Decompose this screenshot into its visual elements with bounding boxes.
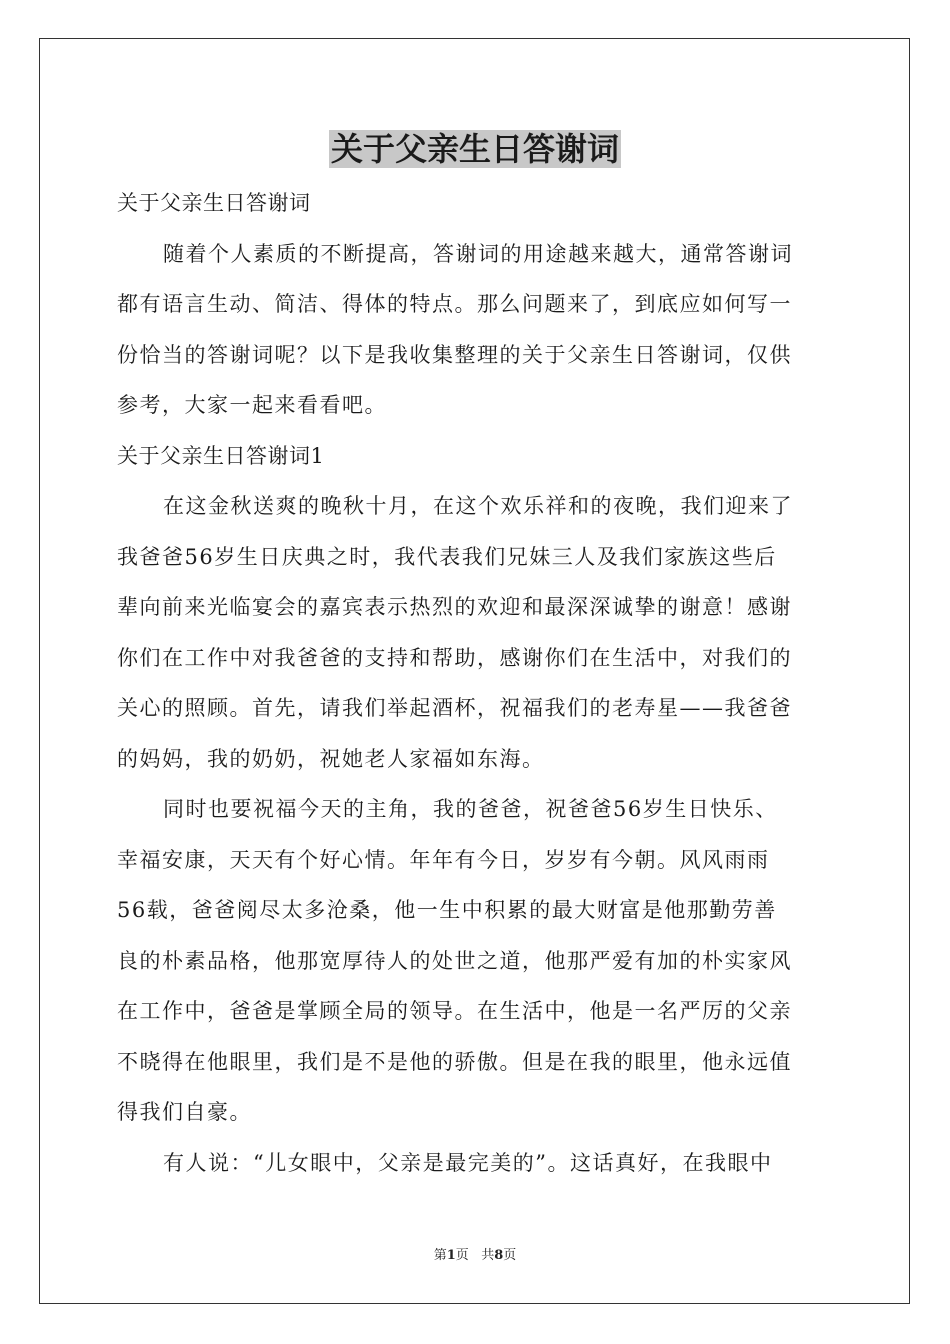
paragraph-line: 在工作中，爸爸是掌顾全局的领导。在生活中，他是一名严厉的父亲 [117, 999, 792, 1023]
paragraph-line: 参考，大家一起来看看吧。 [117, 393, 387, 417]
paragraph-line: 不晓得在他眼里，我们是不是他的骄傲。但是在我的眼里，他永远值 [117, 1049, 792, 1074]
paragraph-line: 同时也要祝福今天的主角，我的爸爸，祝爸爸56岁生日快乐、 [163, 797, 778, 821]
document-body [117, 178, 833, 1188]
paragraph-line: 我爸爸56岁生日庆典之时，我代表我们兄妹三人及我们家族这些后 [117, 544, 777, 569]
paragraph-line: 得我们自豪。 [117, 1100, 252, 1124]
paragraph-line: 幸福安康，天天有个好心情。年年有今日，岁岁有今朝。风风雨雨 [117, 847, 770, 872]
paragraph-line: 随着个人素质的不断提高，答谢词的用途越来越大，通常答谢词 [163, 241, 793, 266]
footer-total-suffix: 页 [503, 1248, 517, 1263]
total-page-count: 8 [494, 1248, 504, 1263]
paragraph-line: 56载，爸爸阅尽太多沧桑，他一生中积累的最大财富是他那勤劳善 [117, 898, 777, 922]
paragraph-line: 良的朴素品格，他那宽厚待人的处世之道，他那严爱有加的朴实家风 [117, 948, 792, 973]
paragraph-line: 你们在工作中对我爸爸的支持和帮助，感谢你们在生活中，对我们的 [117, 645, 792, 670]
paragraph-line: 在这金秋送爽的晚秋十月，在这个欢乐祥和的夜晚，我们迎来了 [163, 494, 793, 518]
footer-prefix: 第 [433, 1248, 447, 1263]
paragraph-line: 都有语言生动、简洁、得体的特点。那么问题来了，到底应如何写一 [117, 292, 792, 316]
paragraph-line: 关心的照顾。首先，请我们举起酒杯，祝福我们的老寿星——我爸爸 [117, 696, 792, 720]
paragraph-line: 有人说：“儿女眼中，父亲是最完美的”。这话真好，在我眼中 [163, 1150, 773, 1175]
current-page-number: 1 [446, 1248, 456, 1263]
paragraph-line: 辈向前来光临宴会的嘉宾表示热烈的欢迎和最深深诚挚的谢意！感谢 [117, 595, 792, 619]
document-title [0, 126, 950, 172]
paragraph-line: 的妈妈，我的奶奶，祝她老人家福如东海。 [117, 746, 545, 771]
footer-total-prefix: 共 [481, 1248, 495, 1263]
page-number-footer [0, 1246, 950, 1266]
paragraph-line: 份恰当的答谢词呢？以下是我收集整理的关于父亲生日答谢词，仅供 [117, 342, 792, 367]
section-heading: 关于父亲生日答谢词1 [117, 443, 325, 468]
section-heading: 关于父亲生日答谢词 [117, 191, 311, 215]
document-title-text: 关于父亲生日答谢词 [330, 130, 619, 168]
footer-page-suffix: 页 [455, 1248, 469, 1263]
